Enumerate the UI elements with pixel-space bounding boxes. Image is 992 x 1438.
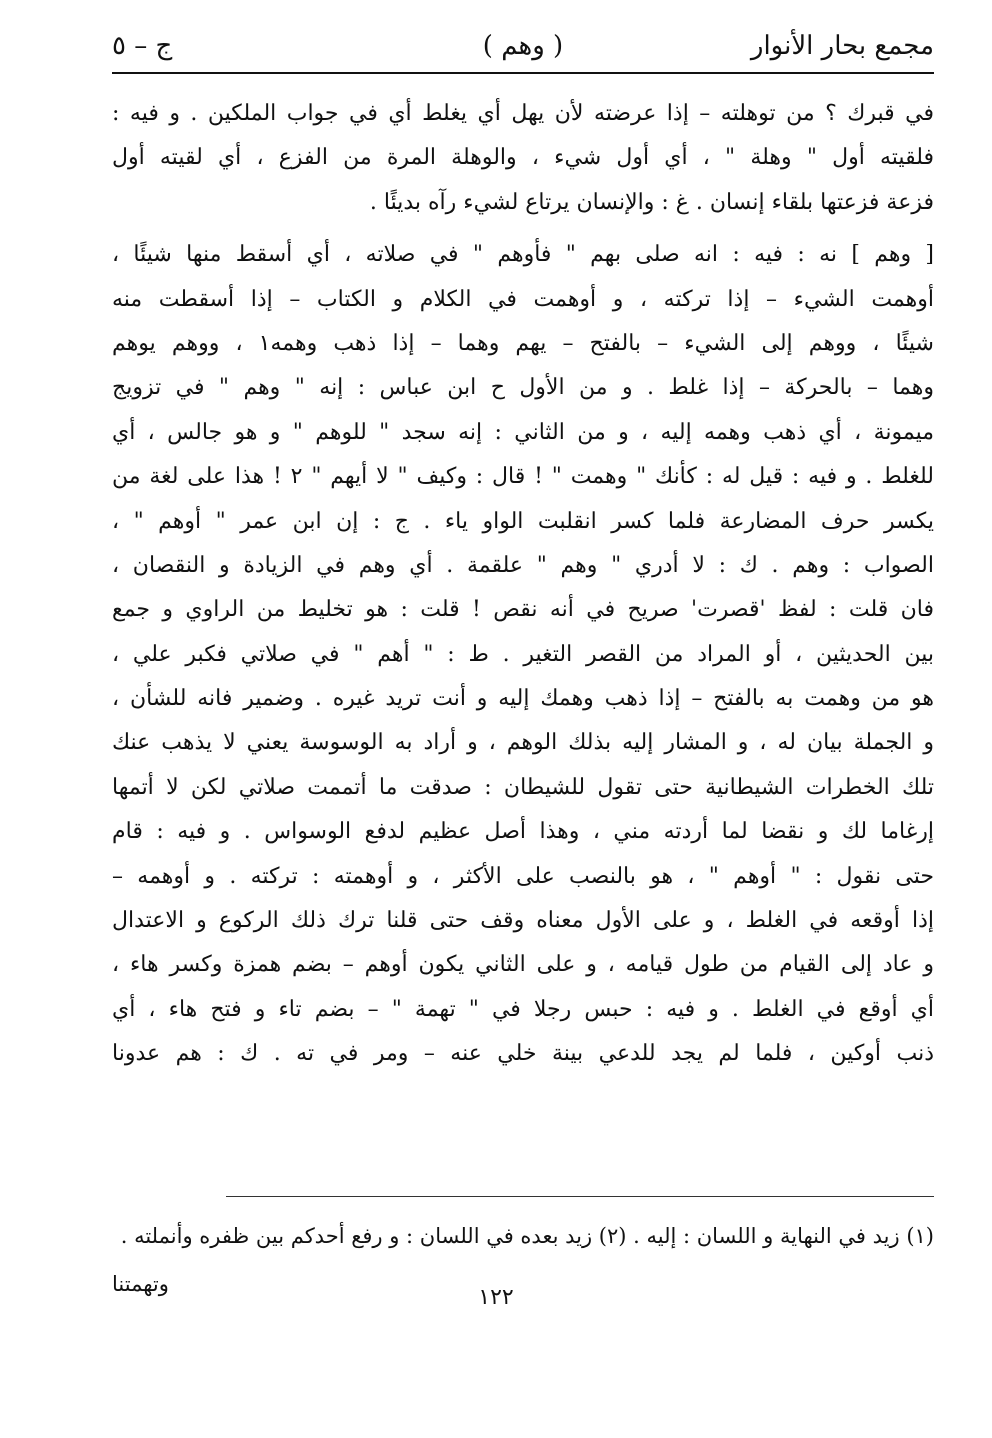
main-text	[112, 92, 934, 1077]
section-heading: ( وهم )	[482, 31, 564, 61]
text-line: للغلط . و فيه : قيل له : كأنك " وهمت " ! قال : وكيف " لا أيهم " ٢ ! هذا على لغة من	[112, 464, 934, 490]
text-line: فزعة فزعتها بلقاء إنسان . غ : والإنسان يرتاع لشيء رآه بديئًا .	[369, 189, 934, 215]
text-line: تلك الخطرات الشيطانية حتى تقول للشيطان : صدقت ما أتممت صلاتي لكن لا أتمها	[112, 774, 934, 800]
volume-label: ج – ٥	[112, 31, 173, 61]
footnote-rule	[226, 1196, 934, 1197]
text-line: أي أوقع في الغلط . و فيه : حبس رجلا في " تهمة " – بضم تاء و فتح هاء ، أي	[112, 996, 934, 1022]
text-line: هو من وهمت به بالفتح – إذا ذهب وهمك إليه و أنت تريد غيره . وضمير فانه للشأن ،	[112, 686, 934, 712]
text-line: بين الحديثين ، أو المراد من القصر التغير . ط : " أهم " في صلاتي فكبر علي ،	[112, 641, 934, 667]
book-title: مجمع بحار الأنوار	[750, 31, 934, 61]
text-line: إذا أوقعه في الغلط ، و على الأول معناه وقف حتى قلنا ترك ذلك الركوع و الاعتدال	[112, 908, 934, 934]
text-line: الصواب : وهم . ك : لا أدري " وهم " علقمة . أي وهم في الزيادة و النقصان ،	[112, 552, 934, 578]
footnote: (١) زيد في النهاية و اللسان : إليه . (٢) زيد بعده في اللسان : و رفع أحدكم بين ظفره وأنملته .	[120, 1224, 934, 1248]
text-line: ميمونة ، أي ذهب وهمه إليه ، و من الثاني : إنه سجد " للوهم " و هو جالس ، أي	[112, 419, 934, 445]
page-number: ١٢٢	[478, 1285, 514, 1310]
header-rule	[112, 72, 934, 74]
text-line: أوهمت الشيء – إذا تركته ، و أوهمت في الكلام و الكتاب – إذا أسقطت منه	[112, 286, 934, 312]
text-line: شيئًا ، ووهم إلى الشيء – بالفتح – يهم وهما – إذا ذهب وهمه١ ، ووهم يوهم	[112, 330, 934, 356]
text-line: في قبرك ؟ من توهلته – إذا عرضته لأن يهل أي يغلط أي في جواب الملكين . و فيه :	[112, 101, 934, 126]
text-line: و الجملة بيان له ، و المشار إليه بذلك الوهم ، و أراد به الوسوسة يعني لا يذهب عنك	[112, 730, 934, 756]
text-line: و عاد إلى القيام من طول قيامه ، و على الثاني يكون أوهم – بضم همزة وكسر هاء ،	[112, 952, 934, 978]
text-line: حتى نقول : " أوهم " ، هو بالنصب على الأكثر ، و أوهمته : تركته . و أوهمه –	[112, 863, 934, 889]
text-line: يكسر حرف المضارعة فلما كسر انقلبت الواو ياء . ج : إن ابن عمر " أوهم " ،	[112, 508, 934, 534]
catchword: وتهمتنا	[112, 1272, 169, 1296]
text-line: وهما – بالحركة – إذا غلط . و من الأول ح ابن عباس : إنه " وهم " في تزويج	[112, 375, 934, 401]
text-line: فلقيته أول " وهلة " ، أي أول شيء ، والوهلة المرة من الفزع ، أي لقيته أول	[112, 145, 934, 171]
running-header	[112, 22, 934, 70]
text-line: فان قلت : لفظ 'قصرت' صريح في أنه نقص ! قلت : هو تخليط من الراوي و جمع	[112, 597, 934, 623]
text-line: إرغاما لك و نقضا لما أردته مني ، وهذا أصل عظيم لدفع الوسواس . و فيه : قام	[112, 819, 934, 845]
text-line: [ وهم ] نه : فيه : انه صلى بهم " فأوهم " في صلاته ، أي أسقط منها شيئًا ،	[112, 242, 934, 268]
text-line: ذنب أوكين ، فلما لم يجد للدعي بينة خلي عنه – ومر في ته . ك : هم عدونا	[112, 1041, 934, 1067]
